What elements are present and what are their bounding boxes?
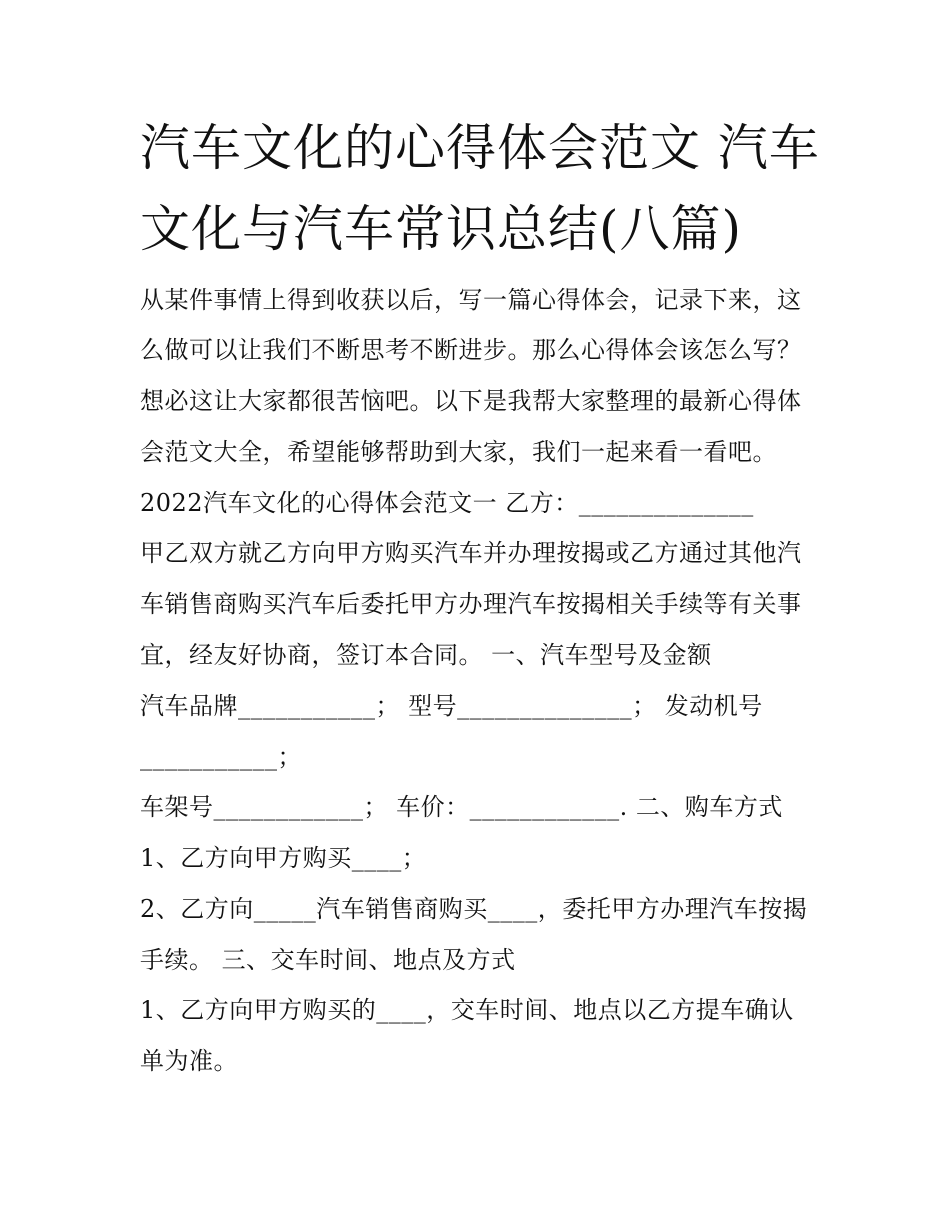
paragraph-line: 宜，经友好协商，签订本合同。 一、汽车型号及金额: [140, 641, 712, 669]
paragraph-line: 1、乙方向甲方购买的____，交车时间、地点以乙方提车确认: [140, 996, 794, 1024]
paragraph-line: 甲乙双方就乙方向甲方购买汽车并办理按揭或乙方通过其他汽: [140, 539, 802, 567]
paragraph-line: 汽车品牌___________； 型号______________； 发动机号: [140, 692, 763, 720]
paragraph-line: 1、乙方向甲方购买____；: [140, 844, 427, 872]
paragraph-line: 车销售商购买汽车后委托甲方办理汽车按揭相关手续等有关事: [140, 590, 802, 618]
document-title-line-1: 汽车文化的心得体会范文 汽车: [140, 119, 820, 177]
paragraph-line: 单为准。: [140, 1047, 238, 1075]
paragraph-line: 从某件事情上得到收获以后，写一篇心得体会，记录下来，这: [140, 286, 802, 314]
paragraph-line: 2022汽车文化的心得体会范文一 乙方：______________: [140, 489, 754, 517]
paragraph-line: 车架号____________； 车价：____________. 二、购车方式: [140, 793, 783, 821]
paragraph-line: ___________；: [140, 743, 302, 771]
paragraph-line: 2、乙方向_____汽车销售商购买____，委托甲方办理汽车按揭: [140, 895, 808, 923]
paragraph-line: 会范文大全，希望能够帮助到大家，我们一起来看一看吧。: [140, 438, 777, 466]
paragraph-line: 手续。 三、交车时间、地点及方式: [140, 946, 516, 974]
paragraph-line: 想必这让大家都很苦恼吧。以下是我帮大家整理的最新心得体: [140, 387, 802, 415]
paragraph-line: 么做可以让我们不断思考不断进步。那么心得体会该怎么写？: [140, 336, 802, 364]
document-title-line-2: 文化与汽车常识总结(八篇): [140, 200, 743, 258]
